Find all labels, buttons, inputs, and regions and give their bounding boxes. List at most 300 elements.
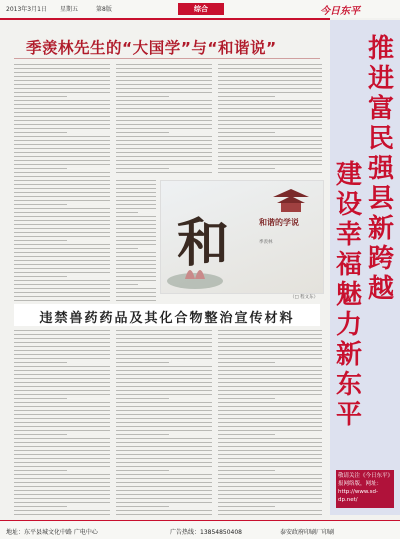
text-line [218,140,322,141]
text-line [116,208,156,209]
text-line [116,510,212,511]
text-line [116,136,212,137]
text-line [14,224,110,225]
text-line [116,288,156,289]
text-line [116,140,212,141]
text-line [116,374,212,375]
text-line [218,120,322,121]
article-column-4 [116,180,156,302]
text-line [116,108,212,109]
text-line [218,434,275,435]
text-line [116,502,212,503]
text-line [14,180,110,181]
text-line [116,402,212,403]
text-line [116,358,212,359]
text-line [116,418,212,419]
text-line [218,84,322,85]
text-line [116,240,156,241]
text-line [14,88,110,89]
text-line [14,482,110,483]
text-line [218,414,322,415]
text-line [14,474,110,475]
text-line [218,76,322,77]
text-line [116,474,212,475]
text-line [116,100,212,101]
text-line [14,418,110,419]
text-line [218,116,322,117]
text-line [14,502,110,503]
text-line [14,358,110,359]
text-line [218,100,322,101]
text-line [218,478,322,479]
text-line [116,248,138,249]
text-line [14,80,110,81]
article-headline: 季羡林先生的“大国学”与“和谐说” [26,39,277,57]
text-line [116,398,169,399]
text-line [116,284,138,285]
text-line [14,330,110,331]
text-line [116,72,212,73]
text-line [116,276,156,277]
text-line [218,136,322,137]
text-line [14,334,110,335]
text-line [116,204,156,205]
text-line [218,168,275,169]
text-line [116,156,212,157]
text-line [116,426,212,427]
text-line [116,342,212,343]
text-line [14,498,110,499]
text-line [14,204,67,205]
text-line [14,394,110,395]
art-title: 和谐的学说 [259,217,299,227]
text-line [14,184,110,185]
text-line [116,414,212,415]
article-author: （□ 程文东） [290,295,319,300]
text-line [218,342,322,343]
text-line [218,370,322,371]
text-line [14,354,110,355]
text-line [14,128,110,129]
text-line [218,68,322,69]
text-line [14,446,110,447]
article-column-1 [14,64,110,302]
text-line [116,88,212,89]
text-line [218,406,322,407]
text-line [14,76,110,77]
text-line [14,490,110,491]
text-line [14,438,110,439]
text-line [116,132,169,133]
text-line [116,354,212,355]
text-line [14,196,110,197]
text-line [14,248,110,249]
text-line [218,398,275,399]
text-line [218,474,322,475]
text-line [116,144,212,145]
text-line [14,414,110,415]
text-line [218,358,322,359]
text-line [116,96,169,97]
text-line [116,454,212,455]
text-line [14,338,110,339]
text-line [116,280,156,281]
text-line [116,232,156,233]
text-line [116,192,156,193]
text-line [218,482,322,483]
text-line [14,494,110,495]
text-line [116,442,212,443]
text-line [218,514,322,515]
text-line [218,96,275,97]
page-header [0,0,400,18]
illustration-he [160,180,324,294]
text-line [14,148,110,149]
text-line [218,88,322,89]
text-line [218,132,275,133]
text-line [116,482,212,483]
text-line [14,434,67,435]
text-line [218,490,322,491]
text-line [218,64,322,65]
text-line [116,390,212,391]
text-line [116,394,212,395]
header-rule [0,18,330,20]
text-line [116,498,212,499]
text-line [116,152,212,153]
text-line [116,252,156,253]
text-line [14,422,110,423]
article-column-2 [116,64,212,174]
text-line [116,216,156,217]
text-line [116,514,212,515]
text-line [14,124,110,125]
text-line [14,514,110,515]
text-line [14,244,110,245]
text-line [218,394,322,395]
text-line [116,244,156,245]
text-line [116,478,212,479]
text-line [116,466,212,467]
text-line [218,346,322,347]
art-subtitle: 季羡林 [259,240,273,245]
text-line [218,128,322,129]
text-line [14,346,110,347]
temple-icon [271,187,311,213]
text-line [116,330,212,331]
text-line [14,280,110,281]
text-line [14,260,110,261]
text-line [116,272,156,273]
text-line [218,152,322,153]
text-line [14,252,110,253]
text-line [14,164,110,165]
text-line [14,442,110,443]
text-line [116,256,156,257]
text-line [14,200,110,201]
text-line [14,426,110,427]
text-line [116,334,212,335]
text-line [116,386,212,387]
text-line [14,378,110,379]
text-line [116,382,212,383]
text-line [14,284,110,285]
text-line [14,140,110,141]
text-line [14,232,110,233]
text-line [116,268,156,269]
page-footer [0,520,400,539]
text-line [218,112,322,113]
text-line [14,370,110,371]
issue-date: 2013年3月1日 [6,6,47,13]
text-line [116,490,212,491]
slogan-panel [330,20,400,515]
text-line [218,470,275,471]
text-line [116,462,212,463]
text-line [14,510,110,511]
text-line [218,156,322,157]
text-line [14,208,110,209]
text-line [218,92,322,93]
text-line [116,430,212,431]
text-line [116,104,212,105]
text-line [218,334,322,335]
text-line [14,342,110,343]
text-line [218,386,322,387]
text-line [116,410,212,411]
text-line [218,390,322,391]
text-line [14,402,110,403]
text-line [218,374,322,375]
text-line [116,92,212,93]
text-line [218,410,322,411]
text-line [218,462,322,463]
text-line [116,200,156,201]
text-line [218,486,322,487]
text-line [116,434,169,435]
text-line [116,260,156,261]
text-line [14,144,110,145]
text-line [14,156,110,157]
text-line [14,268,110,269]
text-line [116,64,212,65]
text-line [116,168,169,169]
text-line [218,430,322,431]
text-line [116,160,212,161]
paper-logo: 今日东平 [320,6,360,17]
text-line [14,466,110,467]
text-line [14,228,110,229]
text-line [218,124,322,125]
slogan-line-1: 推进富民强县新跨越 [367,34,394,304]
text-line [14,458,110,459]
art-big-char: 和 [177,213,230,274]
text-line [14,188,110,189]
text-line [218,350,322,351]
text-line [218,330,322,331]
text-line [116,196,156,197]
text-line [14,120,110,121]
text-line [14,264,110,265]
text-line [218,80,322,81]
text-line [14,172,110,173]
page-number: 第8版 [96,6,112,13]
text-line [14,84,110,85]
text-line [218,148,322,149]
text-line [116,450,212,451]
text-line [116,446,212,447]
text-line [218,458,322,459]
text-line [116,494,212,495]
text-line [14,350,110,351]
text-line [14,276,67,277]
text-line [218,510,322,511]
text-line [116,148,212,149]
text-line [116,164,212,165]
text-line [14,176,110,177]
text-line [14,212,110,213]
text-line [14,240,67,241]
text-line [14,192,110,193]
text-line [218,438,322,439]
text-line [116,438,212,439]
text-line [218,466,322,467]
text-line [218,422,322,423]
text-line [116,128,212,129]
text-line [116,80,212,81]
text-line [218,454,322,455]
text-line [116,228,156,229]
text-line [14,386,110,387]
text-line [116,338,212,339]
headline-rule [14,58,320,59]
text-line [116,68,212,69]
text-line [14,470,67,471]
text-line [116,346,212,347]
text-line [14,406,110,407]
text-line [116,172,212,173]
text-line [14,300,110,301]
text-line [116,188,156,189]
text-line [116,350,212,351]
footer-printer: 泰安政府印刷厂印刷 [280,529,335,536]
text-line [14,68,110,69]
web-follow-box: 敬请关注《今日东平》报网络版，网址：http://www.sd-dp.net/ [336,470,394,508]
text-line [116,296,156,297]
text-line [218,104,322,105]
text-line [116,300,156,301]
text-line [14,216,110,217]
text-line [116,212,138,213]
text-line [14,136,110,137]
slogan-line-2: 建设幸福魅力新东平 [335,160,362,430]
text-line [116,124,212,125]
text-line [218,144,322,145]
text-line [14,366,110,367]
notice-column-3 [218,330,322,516]
notice-column-2 [116,330,212,516]
text-line [218,442,322,443]
text-line [218,338,322,339]
text-line [218,502,322,503]
article-column-3 [218,64,322,174]
text-line [116,362,169,363]
text-line [14,362,67,363]
text-line [218,402,322,403]
section-label: 综合 [178,3,224,15]
text-line [218,426,322,427]
text-line [116,220,156,221]
text-line [116,224,156,225]
text-line [218,164,322,165]
text-line [14,462,110,463]
text-line [116,470,169,471]
text-line [14,108,110,109]
text-line [218,362,275,363]
text-line [14,220,110,221]
text-line [218,378,322,379]
text-line [14,478,110,479]
notice-banner [14,304,320,326]
text-line [218,450,322,451]
text-line [116,116,212,117]
text-line [218,354,322,355]
text-line [14,100,110,101]
text-line [14,296,110,297]
text-line [116,264,156,265]
text-line [218,172,322,173]
text-line [14,132,67,133]
text-line [116,180,156,181]
issue-weekday: 星期五 [60,6,79,13]
text-line [14,236,110,237]
text-line [116,458,212,459]
text-line [14,104,110,105]
text-line [14,64,110,65]
footer-address: 地址：东平县城文化中路 广电中心 [6,529,98,536]
text-line [218,498,322,499]
text-line [218,494,322,495]
text-line [218,506,275,507]
text-line [116,422,212,423]
text-line [116,506,169,507]
notice-column-1 [14,330,110,516]
text-line [14,112,110,113]
text-line [14,486,110,487]
text-line [116,292,156,293]
text-line [14,454,110,455]
text-line [14,168,67,169]
text-line [14,92,110,93]
text-line [14,72,110,73]
text-line [14,272,110,273]
text-line [116,184,156,185]
notice-title: 违禁兽药药品及其化合物整治宣传材料 [39,311,295,326]
text-line [116,406,212,407]
text-line [116,366,212,367]
footer-ad-phone: 广告热线：13854850408 [170,529,242,536]
text-line [116,76,212,77]
text-line [218,72,322,73]
text-line [14,160,110,161]
text-line [14,390,110,391]
text-line [116,486,212,487]
text-line [218,418,322,419]
text-line [116,84,212,85]
text-line [14,152,110,153]
text-line [14,96,67,97]
text-line [218,108,322,109]
